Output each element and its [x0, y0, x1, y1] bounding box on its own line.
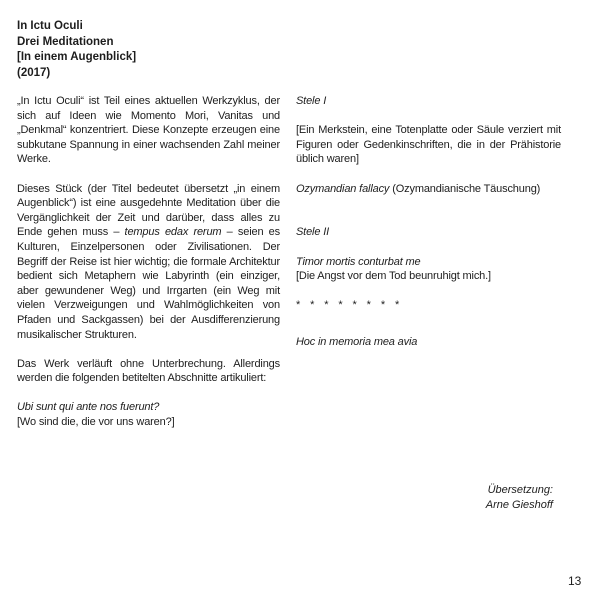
section-stele-2-title	[296, 225, 561, 240]
section-ubi-sunt-title: Ubi sunt qui ante nos fuerunt?	[17, 401, 160, 414]
translator-name: Arne Gieshoff	[485, 499, 553, 511]
work-title: In Ictu Oculi	[17, 20, 83, 32]
section-stele-1-title: Stele I	[296, 95, 327, 107]
section-ozymandian-title: Ozymandian fallacy	[296, 182, 390, 195]
meditation-text-end: – seien es Kulturen, Einzelpersonen oder Zivilisationen. Der Begriff der Reise ist hier wichtig; die formale Architektur bedient sich Metaphern wie Labyrinth (ein einziger, aber gewundener Weg) und Irrgarten (ein Weg mit vielen Verzweigungen und Wahlmöglichkeiten von Pfaden und Sackgassen) bei der Ausdifferenzierung musikalischer Strukturen.	[17, 226, 280, 341]
section-ubi-sunt-translation: [Wo sind die, die vor uns waren?]	[17, 416, 175, 429]
section-timor-mortis	[296, 255, 561, 284]
translation-credit	[400, 483, 553, 513]
work-subtitle: Drei Meditationen	[17, 35, 114, 48]
work-year: (2017)	[17, 66, 51, 79]
section-divider-stars: * * * * * * * *	[296, 299, 403, 312]
tempus-edax-rerum: tempus edax rerum	[124, 226, 222, 239]
section-ozymandian-translation: (Ozymandianische Täuschung)	[389, 182, 541, 195]
translation-label: Übersetzung:	[487, 484, 553, 496]
section-stele-1-text: [Ein Merkstein, eine Totenplatte oder Säule verziert mit Figuren oder Gedenkinschriften, die in der Prähistorie üblich waren]	[296, 124, 561, 166]
section-hoc-in-memoria: Hoc in memoria mea avia	[296, 335, 418, 348]
meditation-text-start: Dieses Stück (der Titel bedeutet übersetzt „in einem Augenblick“) ist eine ausgedehnte Meditation über die Vergänglichkeit der Zeit und darüber, dass alles zu Ende gehen muss –	[17, 182, 280, 239]
section-timor-mortis-translation: [Die Angst vor dem Tod beunruhigt mich.]	[296, 270, 491, 283]
paragraph-sections: Das Werk verläuft ohne Unterbrechung. Allerdings werden die folgenden betitelten Abschnitte artikuliert:	[17, 357, 280, 385]
page-number: 13	[568, 574, 582, 588]
section-ubi-sunt	[17, 400, 280, 429]
section-ozymandian	[296, 182, 561, 197]
section-timor-mortis-title: Timor mortis conturbat me	[296, 255, 421, 268]
work-title-block	[17, 19, 277, 81]
right-column	[296, 94, 561, 349]
stele-2-label: Stele II	[296, 226, 330, 239]
paragraph-intro: „In Ictu Oculi“ ist Teil eines aktuellen Werkzyklus, der sich auf Ideen wie Momento Mori, Vanitas und „Denkmal“ konzentriert. Diese Konzepte erzeugen eine subkutane Spannung in einer wachsenden Zahl meiner Werke.	[17, 95, 280, 166]
paragraph-meditation	[17, 182, 280, 343]
work-title-translation: [In einem Augenblick]	[17, 51, 137, 63]
left-column	[17, 94, 280, 430]
